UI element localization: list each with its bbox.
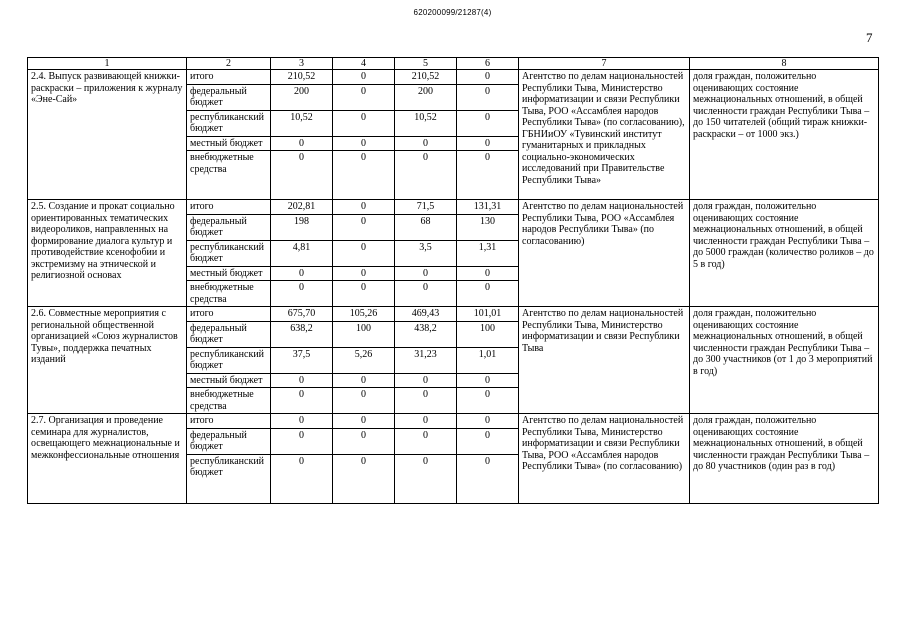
value-total: 0: [271, 414, 333, 429]
value-year1: 0: [333, 373, 395, 388]
value-year1: 0: [333, 414, 395, 429]
funding-source: итого: [187, 414, 271, 429]
funding-source: федеральный бюджет: [187, 84, 271, 110]
value-year3: 0: [457, 70, 519, 85]
funding-source: федеральный бюджет: [187, 321, 271, 347]
value-year2: 0: [395, 414, 457, 429]
value-year3: 0: [457, 136, 519, 151]
funding-source: местный бюджет: [187, 266, 271, 281]
value-year2: 200: [395, 84, 457, 110]
value-year2: 210,52: [395, 70, 457, 85]
value-year1: 0: [333, 428, 395, 454]
value-total: 202,81: [271, 200, 333, 215]
value-total: 0: [271, 136, 333, 151]
value-year3: 0: [457, 373, 519, 388]
executors: Агентство по делам национальностей Республики Тыва, Министерство информатизации и связи Республики Тыва, РОО «Ассамблея народов Республики Тыва» (по согласованию), ГБНИиОУ «Тувинский институт гуманитарных и прикладных социально-экономических исследований при Правительстве Республики Тыва»: [519, 70, 690, 200]
value-year1: 0: [333, 240, 395, 266]
value-year1: 0: [333, 70, 395, 85]
value-year2: 0: [395, 388, 457, 414]
program-table: [27, 57, 879, 504]
value-year1: 0: [333, 214, 395, 240]
value-total: 10,52: [271, 110, 333, 136]
executors: Агентство по делам национальностей Республики Тыва, Министерство информатизации и связи Республики Тыва: [519, 307, 690, 414]
value-year2: 71,5: [395, 200, 457, 215]
value-year2: 0: [395, 281, 457, 307]
measure-name: 2.5. Создание и прокат социально ориентированных тематических видеороликов, направленных на формирование диалога культур и противодействие ксенофобии и экстремизму на этнической и религиозной основах: [28, 200, 187, 307]
value-year2: 0: [395, 454, 457, 503]
value-year2: 469,43: [395, 307, 457, 322]
value-year1: 0: [333, 151, 395, 200]
value-year2: 3,5: [395, 240, 457, 266]
value-year3: 1,31: [457, 240, 519, 266]
col-header: 7: [519, 58, 690, 70]
funding-source: республиканский бюджет: [187, 110, 271, 136]
table-row: [28, 307, 879, 322]
document-id: 620200099/21287(4): [413, 8, 492, 17]
table-row: [28, 70, 879, 85]
value-year2: 438,2: [395, 321, 457, 347]
value-total: 200: [271, 84, 333, 110]
value-year2: 0: [395, 136, 457, 151]
value-year3: 101,01: [457, 307, 519, 322]
funding-source: итого: [187, 200, 271, 215]
value-year3: 131,31: [457, 200, 519, 215]
value-total: 0: [271, 266, 333, 281]
value-year1: 0: [333, 84, 395, 110]
value-year1: 0: [333, 281, 395, 307]
value-year1: 0: [333, 110, 395, 136]
funding-source: республиканский бюджет: [187, 347, 271, 373]
value-total: 0: [271, 373, 333, 388]
value-year2: 0: [395, 266, 457, 281]
indicator: доля граждан, положительно оценивающих состояние межнациональных отношений, в общей численности граждан Республики Тыва – до 150 читателей (общий тираж книжки-раскраски – от 1000 экз.): [690, 70, 879, 200]
value-year2: 0: [395, 151, 457, 200]
value-year1: 0: [333, 200, 395, 215]
value-year1: 0: [333, 454, 395, 503]
value-total: 638,2: [271, 321, 333, 347]
funding-source: внебюджетные средства: [187, 151, 271, 200]
measure-name: 2.7. Организация и проведение семинара для журналистов, освещающего межнациональные и межконфессиональные отношения: [28, 414, 187, 504]
funding-source: федеральный бюджет: [187, 214, 271, 240]
value-year3: 0: [457, 428, 519, 454]
col-header: 1: [28, 58, 187, 70]
col-header: 6: [457, 58, 519, 70]
funding-source: местный бюджет: [187, 136, 271, 151]
measure-name: 2.4. Выпуск развивающей книжки-раскраски – приложения к журналу «Эне-Сай»: [28, 70, 187, 200]
value-total: 0: [271, 151, 333, 200]
value-total: 4,81: [271, 240, 333, 266]
value-year2: 31,23: [395, 347, 457, 373]
value-year1: 0: [333, 388, 395, 414]
value-year3: 0: [457, 110, 519, 136]
value-year3: 0: [457, 281, 519, 307]
col-header: 2: [187, 58, 271, 70]
value-year3: 100: [457, 321, 519, 347]
value-year3: 0: [457, 414, 519, 429]
indicator: доля граждан, положительно оценивающих состояние межнациональных отношений, в общей численности граждан Республики Тыва – до 80 участников (один раз в год): [690, 414, 879, 504]
value-year3: 1,01: [457, 347, 519, 373]
funding-source: республиканский бюджет: [187, 454, 271, 503]
indicator: доля граждан, положительно оценивающих состояние межнациональных отношений, в общей численности граждан Республики Тыва – до 300 участников (от 1 до 3 мероприятий в год): [690, 307, 879, 414]
indicator: доля граждан, положительно оценивающих состояние межнациональных отношений, в общей численности граждан Республики Тыва – до 5000 граждан (количество роликов – до 5 в год): [690, 200, 879, 307]
executors: Агентство по делам национальностей Республики Тыва, РОО «Ассамблея народов Республики Тыва» (по согласованию): [519, 200, 690, 307]
value-total: 0: [271, 388, 333, 414]
value-year3: 0: [457, 266, 519, 281]
value-year3: 0: [457, 84, 519, 110]
value-year2: 10,52: [395, 110, 457, 136]
col-header: 5: [395, 58, 457, 70]
funding-source: республиканский бюджет: [187, 240, 271, 266]
value-year1: 100: [333, 321, 395, 347]
value-total: 675,70: [271, 307, 333, 322]
header-row: [28, 58, 879, 70]
measure-name: 2.6. Совместные мероприятия с региональной общественной организацией «Союз журналистов Тувы», поддержка печатных изданий: [28, 307, 187, 414]
value-total: 0: [271, 454, 333, 503]
value-year1: 0: [333, 136, 395, 151]
funding-source: федеральный бюджет: [187, 428, 271, 454]
value-year3: 0: [457, 454, 519, 503]
funding-source: внебюджетные средства: [187, 281, 271, 307]
value-total: 210,52: [271, 70, 333, 85]
value-total: 37,5: [271, 347, 333, 373]
value-year3: 0: [457, 388, 519, 414]
value-total: 0: [271, 281, 333, 307]
executors: Агентство по делам национальностей Республики Тыва, Министерство информатизации и связи Республики Тыва, РОО «Ассамблея народов Республики Тыва» (по согласованию): [519, 414, 690, 504]
col-header: 4: [333, 58, 395, 70]
value-year2: 0: [395, 373, 457, 388]
value-year2: 0: [395, 428, 457, 454]
value-year1: 0: [333, 266, 395, 281]
value-total: 198: [271, 214, 333, 240]
funding-source: итого: [187, 70, 271, 85]
value-year3: 0: [457, 151, 519, 200]
funding-source: итого: [187, 307, 271, 322]
col-header: 8: [690, 58, 879, 70]
value-year2: 68: [395, 214, 457, 240]
table-row: [28, 200, 879, 215]
funding-source: внебюджетные средства: [187, 388, 271, 414]
value-year3: 130: [457, 214, 519, 240]
funding-source: местный бюджет: [187, 373, 271, 388]
value-year1: 5,26: [333, 347, 395, 373]
value-year1: 105,26: [333, 307, 395, 322]
value-total: 0: [271, 428, 333, 454]
col-header: 3: [271, 58, 333, 70]
table-row: [28, 414, 879, 429]
page-number: 7: [866, 30, 873, 45]
